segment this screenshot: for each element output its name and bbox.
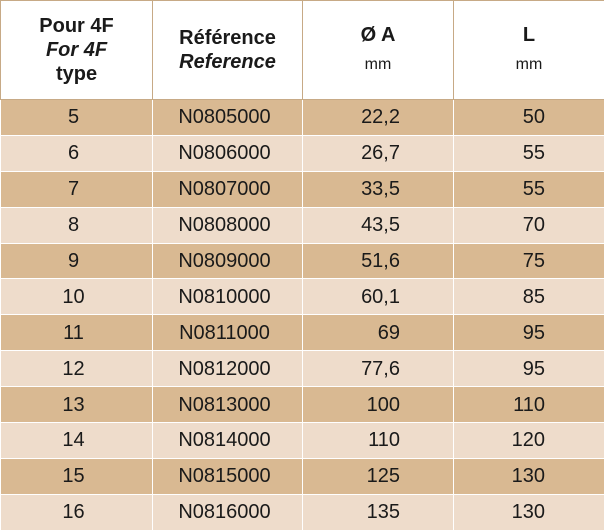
- cell-reference: N0814000: [153, 423, 303, 459]
- header-type-word: type: [1, 62, 152, 86]
- cell-reference: N0812000: [153, 351, 303, 387]
- cell-type: 8: [1, 207, 153, 243]
- cell-reference: N0808000: [153, 207, 303, 243]
- cell-reference: N0813000: [153, 387, 303, 423]
- cell-length: 95: [454, 315, 604, 351]
- cell-reference: N0806000: [153, 135, 303, 171]
- cell-type: 16: [1, 494, 153, 530]
- header-type-fr: Pour 4F: [1, 14, 152, 38]
- cell-length: 55: [454, 171, 604, 207]
- cell-length: 70: [454, 207, 604, 243]
- cell-length: 55: [454, 135, 604, 171]
- cell-type: 7: [1, 171, 153, 207]
- table-body: [1, 100, 604, 531]
- table-row: [1, 494, 604, 530]
- table-row: [1, 423, 604, 459]
- cell-reference: N0805000: [153, 100, 303, 136]
- cell-length: 110: [454, 387, 604, 423]
- cell-diameter: 69: [303, 315, 454, 351]
- cell-diameter: 125: [303, 458, 454, 494]
- table-row: [1, 243, 604, 279]
- cell-length: 120: [454, 423, 604, 459]
- cell-reference: N0807000: [153, 171, 303, 207]
- cell-length: 75: [454, 243, 604, 279]
- cell-type: 11: [1, 315, 153, 351]
- header-diameter: [303, 1, 454, 100]
- cell-diameter: 33,5: [303, 171, 454, 207]
- cell-reference: N0811000: [153, 315, 303, 351]
- cell-diameter: 77,6: [303, 351, 454, 387]
- cell-length: 130: [454, 494, 604, 530]
- cell-diameter: 100: [303, 387, 454, 423]
- table-row: [1, 458, 604, 494]
- table-row: [1, 207, 604, 243]
- table-row: [1, 315, 604, 351]
- header-row: [1, 1, 604, 100]
- cell-reference: N0815000: [153, 458, 303, 494]
- cell-length: 95: [454, 351, 604, 387]
- cell-reference: N0816000: [153, 494, 303, 530]
- header-reference: [153, 1, 303, 100]
- header-length: [454, 1, 604, 100]
- cell-length: 85: [454, 279, 604, 315]
- table-row: [1, 279, 604, 315]
- table-row: [1, 100, 604, 136]
- table-row: [1, 387, 604, 423]
- table-row: [1, 135, 604, 171]
- cell-type: 15: [1, 458, 153, 494]
- table-row: [1, 171, 604, 207]
- cell-diameter: 110: [303, 423, 454, 459]
- header-diameter-label: Ø A: [303, 23, 453, 47]
- cell-reference: N0809000: [153, 243, 303, 279]
- cell-length: 130: [454, 458, 604, 494]
- header-length-unit: mm: [454, 53, 604, 77]
- cell-diameter: 135: [303, 494, 454, 530]
- cell-length: 50: [454, 100, 604, 136]
- cell-type: 12: [1, 351, 153, 387]
- cell-reference: N0810000: [153, 279, 303, 315]
- cell-diameter: 22,2: [303, 100, 454, 136]
- header-reference-fr: Référence: [153, 26, 302, 50]
- cell-type: 5: [1, 100, 153, 136]
- table-row: [1, 351, 604, 387]
- header-type-en: For 4F: [1, 38, 152, 62]
- cell-type: 14: [1, 423, 153, 459]
- cell-diameter: 26,7: [303, 135, 454, 171]
- header-reference-en: Reference: [153, 50, 302, 74]
- cell-type: 6: [1, 135, 153, 171]
- cell-diameter: 60,1: [303, 279, 454, 315]
- header-length-label: L: [454, 23, 604, 47]
- cell-type: 13: [1, 387, 153, 423]
- cell-type: 10: [1, 279, 153, 315]
- cell-diameter: 43,5: [303, 207, 454, 243]
- cell-diameter: 51,6: [303, 243, 454, 279]
- header-type: [1, 1, 153, 100]
- table-header: [1, 1, 604, 100]
- cell-type: 9: [1, 243, 153, 279]
- header-diameter-unit: mm: [303, 53, 453, 77]
